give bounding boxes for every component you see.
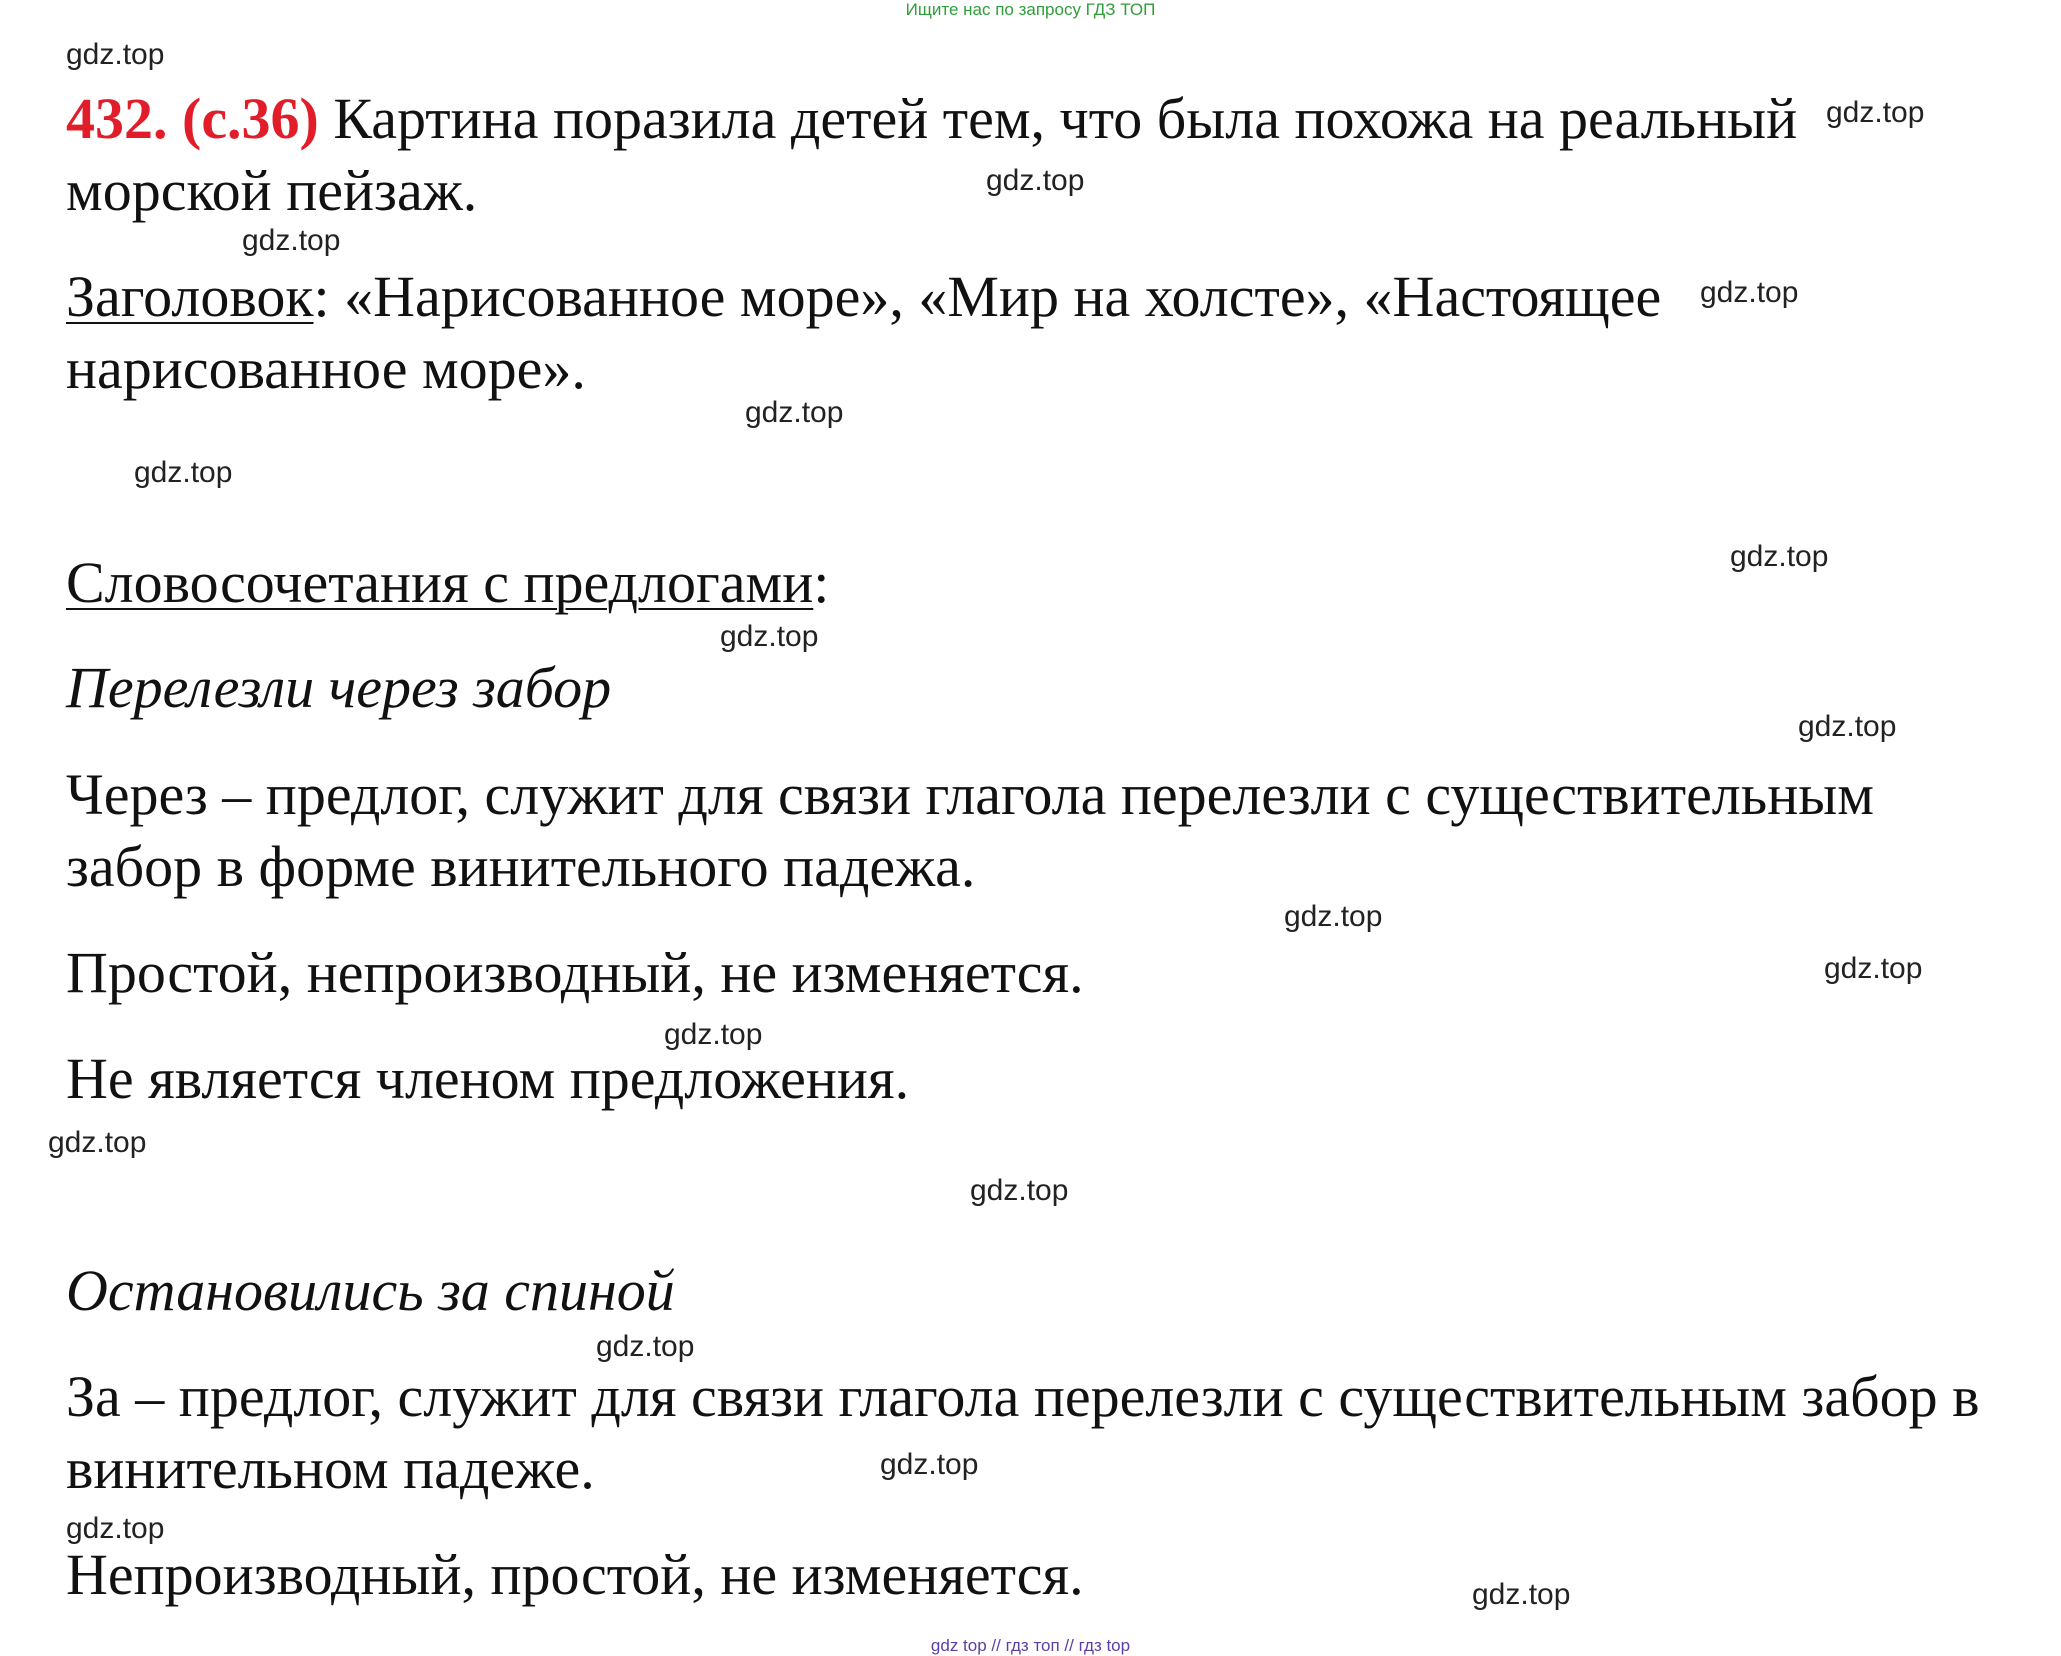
task-text: Картина поразила детей тем, что была похожа на реальный (318, 86, 1798, 151)
task-line-1 (66, 86, 1797, 152)
phrase1-desc-line-2: забор в форме винительного падежа. (66, 834, 976, 899)
phrase2-title: Остановились за спиной (66, 1258, 675, 1323)
phrase1-desc-line-1: Через – предлог, служит для связи глагола перелезли с существительным (66, 762, 1874, 827)
title-options: : «Нарисованное море», «Мир на холсте», «Настоящее (313, 264, 1662, 329)
watermark: gdz.top (720, 620, 819, 653)
watermark: gdz.top (1700, 276, 1799, 309)
watermark: gdz.top (986, 164, 1085, 197)
phrase2-props: Непроизводный, простой, не изменяется. (66, 1542, 1084, 1607)
phrase2-desc-line-1: За – предлог, служит для связи глагола перелезли с существительным забор в (66, 1364, 1980, 1429)
watermark: gdz.top (1730, 540, 1829, 573)
phrase1-title: Перелезли через забор (66, 655, 612, 720)
watermark: gdz.top (1472, 1578, 1571, 1611)
watermark: gdz.top (596, 1330, 695, 1363)
task-line-2: морской пейзаж. (66, 158, 478, 223)
watermark: gdz.top (48, 1126, 147, 1159)
phrases-heading-suffix: : (813, 550, 830, 615)
header-note: Ищите нас по запросу ГДЗ ТОП (905, 0, 1156, 19)
title-label: Заголовок (66, 264, 314, 329)
watermark: gdz.top (66, 38, 165, 71)
watermark: gdz.top (66, 1512, 165, 1545)
watermark: gdz.top (745, 396, 844, 429)
phrase1-props: Простой, непроизводный, не изменяется. (66, 940, 1084, 1005)
watermark: gdz.top (664, 1018, 763, 1051)
watermark: gdz.top (1824, 952, 1923, 985)
phrase2-desc-line-2: винительном падеже. (66, 1436, 595, 1501)
watermark: gdz.top (134, 456, 233, 489)
watermark: gdz.top (880, 1448, 979, 1481)
watermark: gdz.top (1826, 96, 1925, 129)
phrases-heading-label: Словосочетания с предлогами (66, 550, 814, 615)
phrase1-role: Не является членом предложения. (66, 1046, 910, 1111)
watermark: gdz.top (242, 224, 341, 257)
title-line-1 (66, 264, 1661, 330)
task-page-ref: (с.36) (182, 86, 319, 151)
watermark: gdz.top (1284, 900, 1383, 933)
watermark: gdz.top (1798, 710, 1897, 743)
footer-note: gdz top // гдз топ // гдз top (930, 1636, 1131, 1655)
watermark: gdz.top (970, 1174, 1069, 1207)
phrases-heading (66, 550, 829, 616)
title-line-2: нарисованное море». (66, 336, 586, 401)
task-number: 432. (66, 86, 168, 151)
